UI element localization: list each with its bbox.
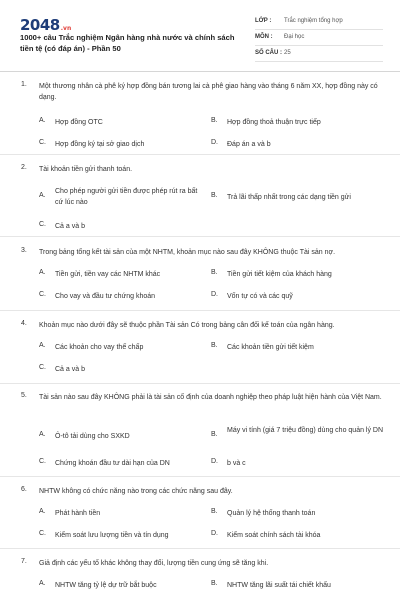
option-text: Cả a và b [55, 223, 85, 230]
option-letter: D. [211, 139, 218, 146]
question-divider [0, 476, 400, 477]
option-letter: B. [211, 269, 218, 276]
meta-value: Trắc nghiệm tổng hợp [284, 18, 343, 24]
question-text: NHTW không có chức năng nào trong các chức năng sau đây. [39, 488, 233, 495]
option-text: Phát hành tiền [55, 510, 101, 517]
option-letter: C. [39, 530, 46, 537]
option-text: Hợp đồng OTC [55, 119, 103, 126]
meta-label: MÔN : [255, 34, 273, 40]
option-text: Cho vay và đầu tư chứng khoán [55, 293, 156, 300]
option-text: NHTW tăng lãi suất tái chiết khấu [227, 582, 331, 589]
question-text: Một thương nhân cà phê ký hợp đồng bán tương lai cà phê giao hàng vào tháng 6 năm XX, hợp đồng này có dạng. [39, 83, 378, 101]
question-number: 3. [21, 247, 27, 254]
question-number: 1. [21, 81, 27, 88]
option-text: Vốn tự có và các quỹ [227, 293, 293, 300]
option-letter: A. [39, 508, 46, 515]
question-number: 6. [21, 486, 27, 493]
logo-main-text: 2048 [20, 16, 60, 34]
question-text: Tài sản nào sau đây KHÔNG phải là tài sản cố định của doanh nghiệp theo pháp luật hiện hành của Việt Nam. [39, 394, 382, 401]
option-text: NHTW tăng tỷ lệ dự trữ bắt buộc [55, 582, 157, 589]
page-header [0, 0, 400, 70]
option-letter: B. [211, 117, 218, 124]
option-text: Trả lãi thấp nhất trong các dạng tiền gửi [227, 194, 351, 201]
meta-row-subject [255, 30, 383, 46]
question-number: 4. [21, 320, 27, 327]
option-text: Hợp đồng ký tại sở giao dịch [55, 141, 145, 148]
option-letter: A. [39, 269, 46, 276]
option-letter: B. [211, 508, 218, 515]
option-letter: A. [39, 580, 46, 587]
option-text: Cho phép người gửi tiền được phép rút ra bất cứ lúc nào [55, 188, 198, 206]
meta-info [255, 14, 383, 62]
option-letter: D. [211, 291, 218, 298]
option-text: Hợp đồng thoả thuận trực tiếp [227, 119, 321, 126]
page-title: 1000+ câu Trắc nghiệm Ngân hàng nhà nước và chính sách tiền tệ (có đáp án) - Phần 50 [20, 33, 235, 53]
option-text: b và c [227, 460, 246, 467]
question-text: Tài khoản tiền gửi thanh toán. [39, 166, 133, 173]
meta-label: LỚP : [255, 18, 272, 24]
logo-domain-text: .vn [60, 25, 72, 32]
question-text: Giả định các yếu tố khác không thay đổi, lượng tiền cung ứng sẽ tăng khi. [39, 560, 269, 567]
header-divider [0, 71, 400, 72]
question-number: 5. [21, 392, 27, 399]
meta-value: 25 [284, 50, 291, 56]
question-text: Khoản mục nào dưới đây sẽ thuộc phần Tài sản Có trong bảng cân đối kế toán của ngân hàng. [39, 322, 335, 329]
option-letter: C. [39, 458, 46, 465]
option-text: Quản lý hệ thống thanh toán [227, 510, 316, 517]
option-text: Tiền gửi tiết kiệm của khách hàng [227, 271, 332, 278]
question-divider [0, 154, 400, 155]
meta-value: Đại học [284, 34, 305, 40]
option-text: Cả a và b [55, 366, 85, 373]
question-text: Trong bảng tổng kết tài sản của một NHTM, khoản mục nào sau đây KHÔNG thuộc Tài sản nợ. [39, 249, 336, 256]
option-letter: A. [39, 192, 46, 199]
meta-label: SỐ CÂU : [255, 50, 282, 56]
option-letter: C. [39, 291, 46, 298]
option-letter: A. [39, 431, 46, 438]
option-letter: D. [211, 458, 218, 465]
option-text: Kiểm soát chính sách tài khóa [227, 532, 321, 539]
option-letter: C. [39, 221, 46, 228]
option-letter: B. [211, 342, 218, 349]
option-letter: A. [39, 342, 46, 349]
option-text: Kiểm soát lưu lượng tiền và tín dụng [55, 532, 169, 539]
option-text: Tiền gửi, tiền vay các NHTM khác [55, 271, 161, 278]
option-text: Chứng khoán đầu tư dài hạn của DN [55, 460, 170, 467]
option-text: Đáp án a và b [227, 141, 271, 148]
option-letter: C. [39, 364, 46, 371]
question-number: 2. [21, 164, 27, 171]
question-divider [0, 383, 400, 384]
option-text: Các khoản tiền gửi tiết kiệm [227, 344, 314, 351]
question-number: 7. [21, 558, 27, 565]
option-letter: B. [211, 431, 218, 438]
option-text: Ô-tô tải dùng cho SXKD [55, 433, 130, 440]
option-letter: C. [39, 139, 46, 146]
option-text: Máy vi tính (giá 7 triệu đồng) dùng cho quản lý DN [227, 427, 384, 434]
option-letter: D. [211, 530, 218, 537]
option-text: Các khoản cho vay thế chấp [55, 344, 144, 351]
question-divider [0, 548, 400, 549]
option-letter: A. [39, 117, 46, 124]
meta-row-class [255, 14, 383, 30]
meta-row-count [255, 46, 383, 62]
option-letter: B. [211, 580, 218, 587]
option-letter: B. [211, 192, 218, 199]
question-divider [0, 236, 400, 237]
question-divider [0, 310, 400, 311]
